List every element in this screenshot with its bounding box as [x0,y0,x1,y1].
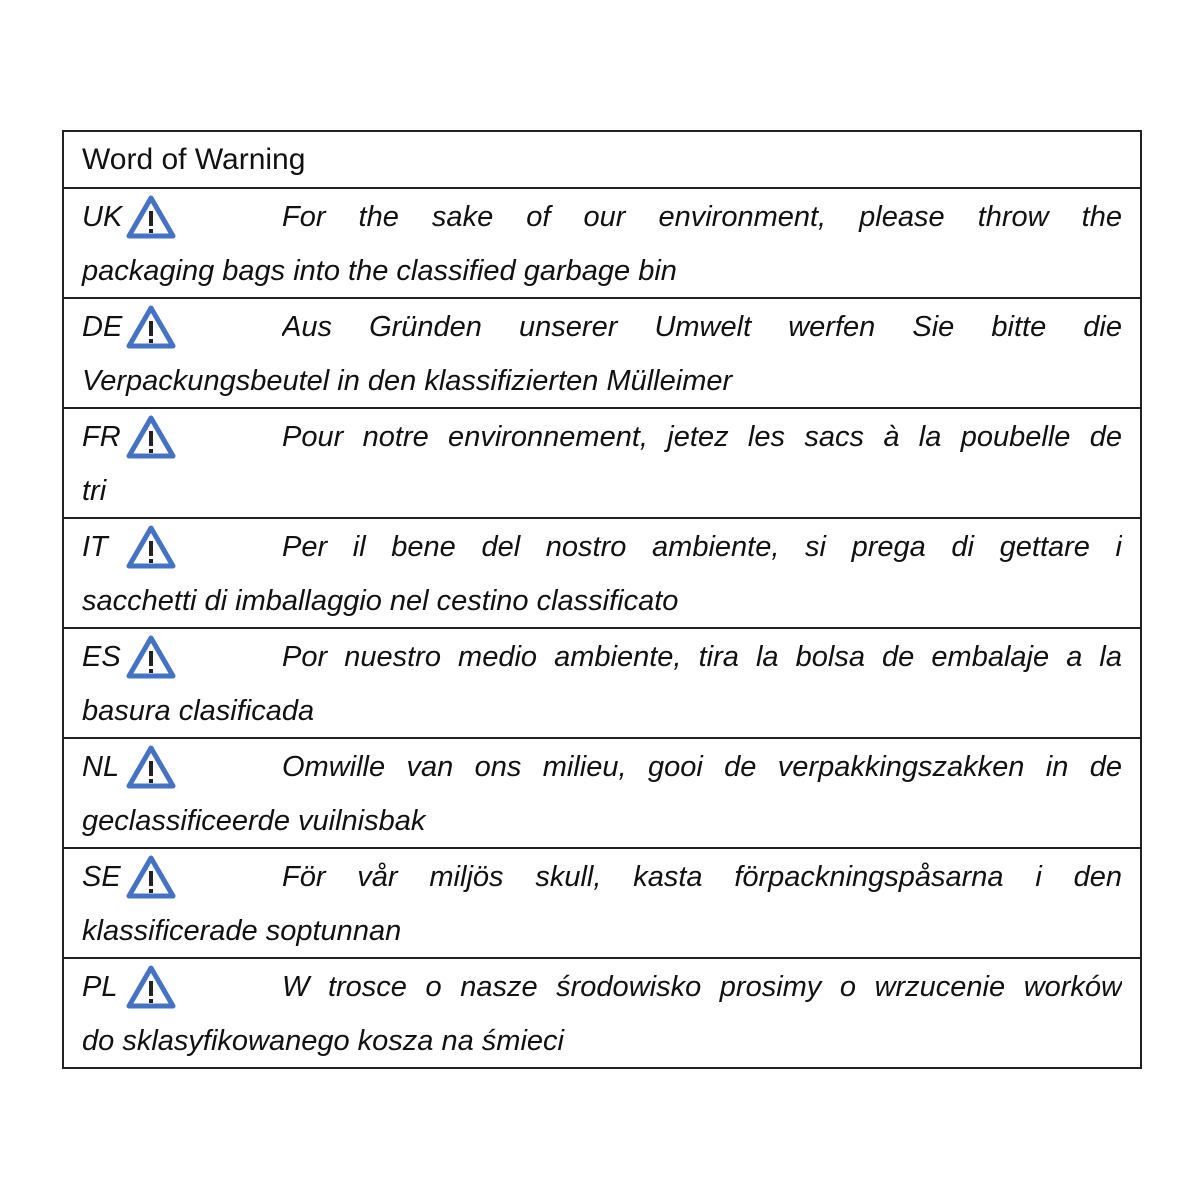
language-code: IT [82,531,108,563]
warning-text-line1: W trosce o nasze środowisko prosimy o wrzucenie worków [282,971,1122,1003]
warning-text-line2: klassificerade soptunnan [82,915,402,947]
warning-text-line2: Verpackungsbeutel in den klassifizierten Mülleimer [82,365,733,397]
language-row [64,189,1140,299]
warning-text-line1: For the sake of our environment, please throw the [282,201,1122,233]
warning-text-line1: Per il bene del nostro ambiente, si prega di gettare i [282,531,1122,563]
language-row [64,849,1140,959]
warning-text-line2: do sklasyfikowanego kosza na śmieci [82,1025,564,1057]
language-code: ES [82,641,121,673]
warning-text-line2: tri [82,475,107,507]
warning-triangle-icon [126,745,176,789]
warning-triangle-icon [126,525,176,569]
table-title: Word of Warning [64,132,1140,189]
warning-text-line1: Omwille van ons milieu, gooi de verpakkingszakken in de [282,751,1122,783]
warning-triangle-icon [126,305,176,349]
warning-triangle-icon [126,635,176,679]
language-row [64,409,1140,519]
language-code: SE [82,861,121,893]
language-code: UK [82,201,123,233]
warning-text-line2: basura clasificada [82,695,315,727]
warning-text-line1: Aus Gründen unserer Umwelt werfen Sie bitte die [282,311,1122,343]
language-code: FR [82,421,121,453]
warning-triangle-icon [126,855,176,899]
language-code: DE [82,311,123,343]
language-row [64,299,1140,409]
language-row [64,519,1140,629]
warning-triangle-icon [126,415,176,459]
warning-text-line1: Pour notre environnement, jetez les sacs à la poubelle de [282,421,1122,453]
warning-text-line2: packaging bags into the classified garbage bin [82,255,677,287]
language-row [64,959,1140,1067]
warning-text-line2: sacchetti di imballaggio nel cestino classificato [82,585,679,617]
warning-text-line1: Por nuestro medio ambiente, tira la bolsa de embalaje a la [282,641,1122,673]
language-row [64,629,1140,739]
warning-text-line1: För vår miljös skull, kasta förpackningspåsarna i den [282,861,1122,893]
warning-table [62,130,1142,1069]
language-row [64,739,1140,849]
warning-text-line2: geclassificeerde vuilnisbak [82,805,426,837]
language-code: PL [82,971,118,1003]
warning-triangle-icon [126,965,176,1009]
warning-triangle-icon [126,195,176,239]
language-code: NL [82,751,120,783]
